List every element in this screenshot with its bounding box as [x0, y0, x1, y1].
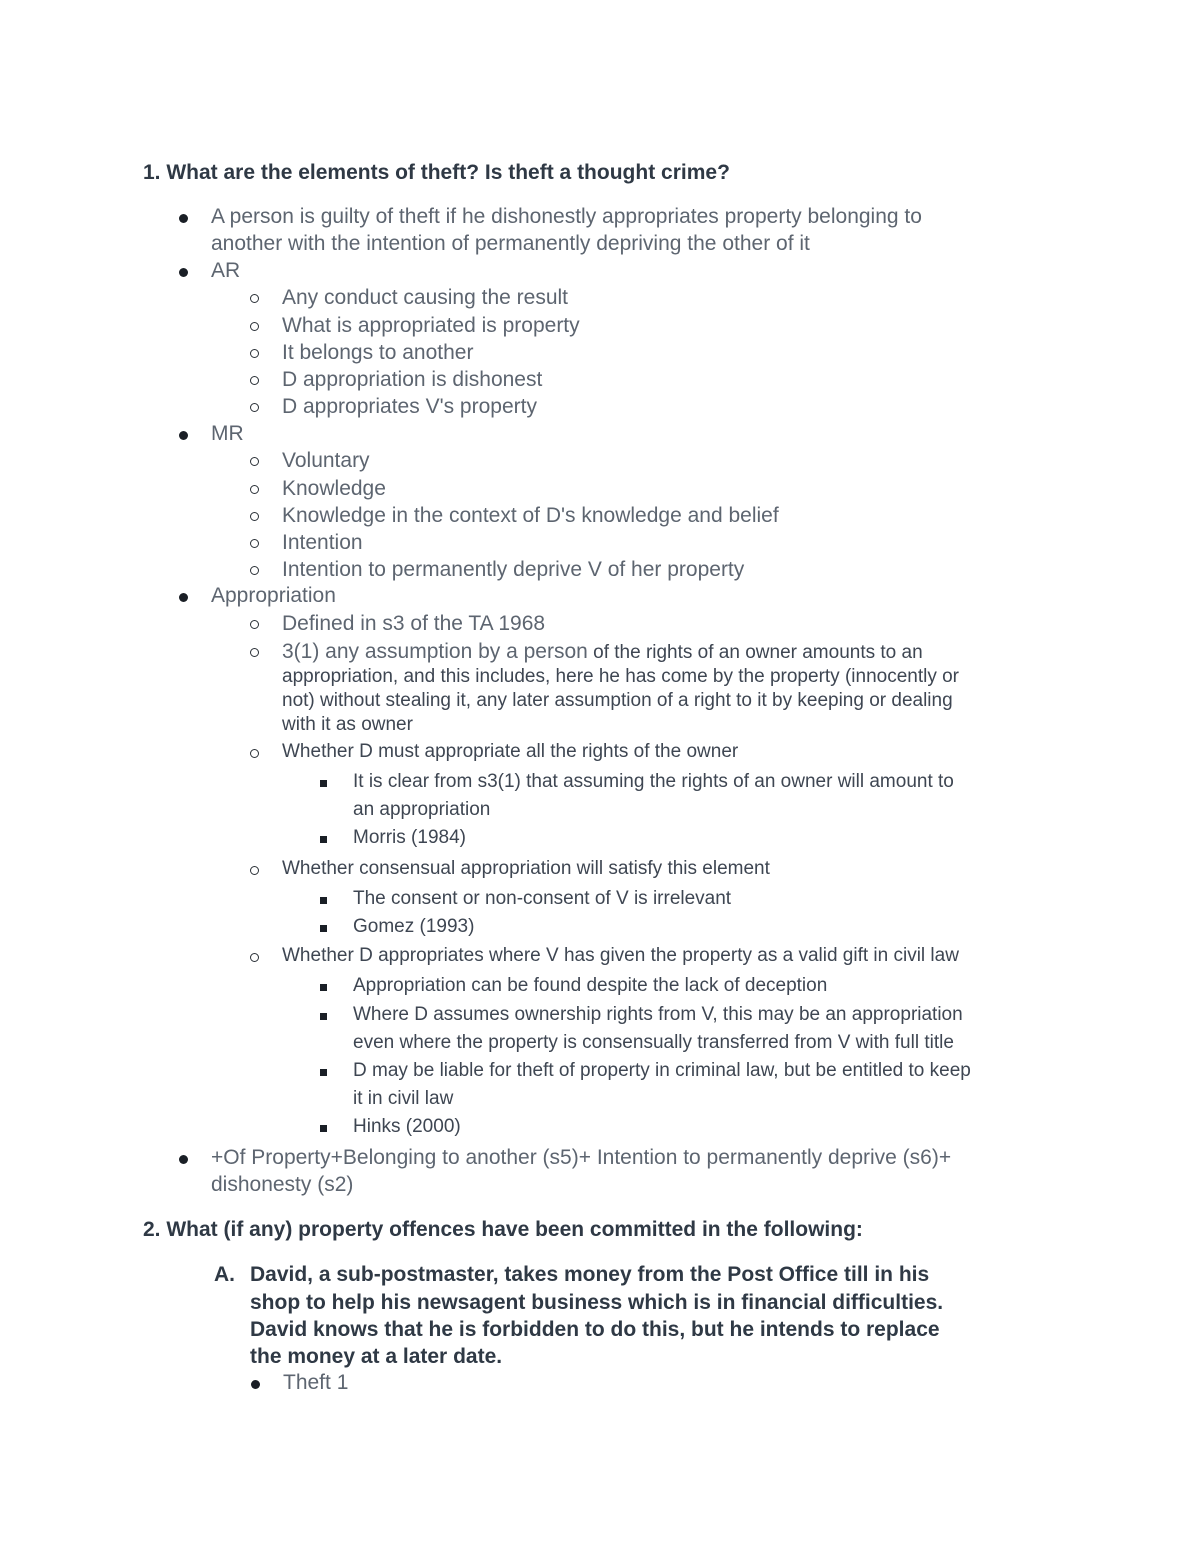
bullet-circle: [250, 322, 259, 331]
bullet-circle: [250, 512, 259, 521]
question-2a-marker: A.: [214, 1263, 235, 1286]
bullet-circle: [250, 620, 259, 629]
ar-item: D appropriates V's property: [282, 395, 537, 418]
case-gomez: Gomez (1993): [353, 916, 475, 937]
question-1-heading: 1. What are the elements of theft? Is theft a thought crime?: [143, 161, 730, 184]
ar-item: Any conduct causing the result: [282, 286, 569, 309]
bullet-square: [320, 1013, 327, 1020]
mr-item: Intention: [282, 531, 363, 554]
s31-lead: 3(1) any assumption by a person: [282, 640, 588, 663]
bullet-circle: [250, 485, 259, 494]
mr-item: Intention to permanently deprive V of her property: [282, 558, 745, 581]
ar-item: It belongs to another: [282, 341, 474, 364]
bullet-square: [320, 984, 327, 991]
question-2a-line: David knows that he is forbidden to do this, but he intends to replace: [250, 1318, 940, 1341]
bullet-disc: [179, 214, 188, 223]
bullet-circle: [250, 566, 259, 575]
bullet-disc: [179, 268, 188, 277]
question-2a-line: David, a sub-postmaster, takes money from the Post Office till in his: [250, 1263, 930, 1286]
bullet-square: [320, 897, 327, 904]
bullet-circle: [250, 457, 259, 466]
ar-item: D appropriation is dishonest: [282, 368, 543, 391]
s31-rest: of the rights of an owner amounts to an: [587, 642, 923, 663]
bullet-disc: [179, 1155, 188, 1164]
definition-line-2: another with the intention of permanently depriving the other of it: [211, 232, 810, 255]
bullet-circle: [250, 376, 259, 385]
s31-line: with it as owner: [282, 714, 413, 735]
gift-sub-line: D may be liable for theft of property in criminal law, but be entitled to keep: [353, 1060, 971, 1081]
gift-sub-line: Where D assumes ownership rights from V, this may be an appropriation: [353, 1004, 963, 1025]
definition-line-1: A person is guilty of theft if he dishonestly appropriates property belonging to: [211, 205, 922, 228]
gift-sub-line: it in civil law: [353, 1088, 454, 1109]
gift-sub-line: Appropriation can be found despite the lack of deception: [353, 975, 828, 996]
bullet-circle: [250, 749, 259, 758]
bullet-disc: [179, 593, 188, 602]
consensual-appropriation: Whether consensual appropriation will satisfy this element: [282, 858, 770, 879]
bullet-square: [320, 1069, 327, 1076]
case-morris: Morris (1984): [353, 827, 466, 848]
bullet-circle: [250, 294, 259, 303]
bullet-square: [320, 925, 327, 932]
ar-item: What is appropriated is property: [282, 314, 580, 337]
whether-all-sub-line: an appropriation: [353, 799, 491, 820]
summary-line-1: +Of Property+Belonging to another (s5)+ Intention to permanently deprive (s6)+: [211, 1146, 952, 1169]
gift-sub-line: even where the property is consensually transferred from V with full title: [353, 1032, 954, 1053]
question-2a-answer: Theft 1: [283, 1371, 349, 1394]
s31-line: not) without stealing it, any later assumption of a right to it by keeping or dealing: [282, 690, 953, 711]
whether-all-sub-line: It is clear from s3(1) that assuming the rights of an owner will amount to: [353, 771, 954, 792]
question-2a-line: the money at a later date.: [250, 1345, 503, 1368]
case-hinks: Hinks (2000): [353, 1116, 461, 1137]
bullet-circle: [250, 539, 259, 548]
bullet-circle: [250, 953, 259, 962]
bullet-circle: [250, 866, 259, 875]
s31-line: appropriation, and this includes, here he has come by the property (innocently or: [282, 666, 960, 687]
whether-all-rights: Whether D must appropriate all the rights of the owner: [282, 741, 739, 762]
ar-label: AR: [211, 259, 241, 282]
bullet-disc: [179, 431, 188, 440]
consensual-sub-line: The consent or non-consent of V is irrelevant: [353, 888, 732, 909]
mr-item: Knowledge: [282, 477, 386, 500]
summary-line-2: dishonesty (s2): [211, 1173, 354, 1196]
bullet-circle: [250, 648, 259, 657]
bullet-square: [320, 780, 327, 787]
question-2a-line: shop to help his newsagent business which is in financial difficulties.: [250, 1291, 944, 1314]
mr-item: Voluntary: [282, 449, 370, 472]
appropriation-label: Appropriation: [211, 584, 336, 607]
appropriation-defined: Defined in s3 of the TA 1968: [282, 612, 546, 635]
bullet-circle: [250, 349, 259, 358]
s31-first-line: [282, 640, 923, 664]
bullet-square: [320, 1125, 327, 1132]
bullet-disc: [251, 1380, 260, 1389]
bullet-square: [320, 836, 327, 843]
mr-item: Knowledge in the context of D's knowledge and belief: [282, 504, 779, 527]
mr-label: MR: [211, 422, 244, 445]
bullet-circle: [250, 403, 259, 412]
question-2-heading: 2. What (if any) property offences have been committed in the following:: [143, 1218, 863, 1241]
gift-appropriation: Whether D appropriates where V has given the property as a valid gift in civil law: [282, 945, 959, 966]
